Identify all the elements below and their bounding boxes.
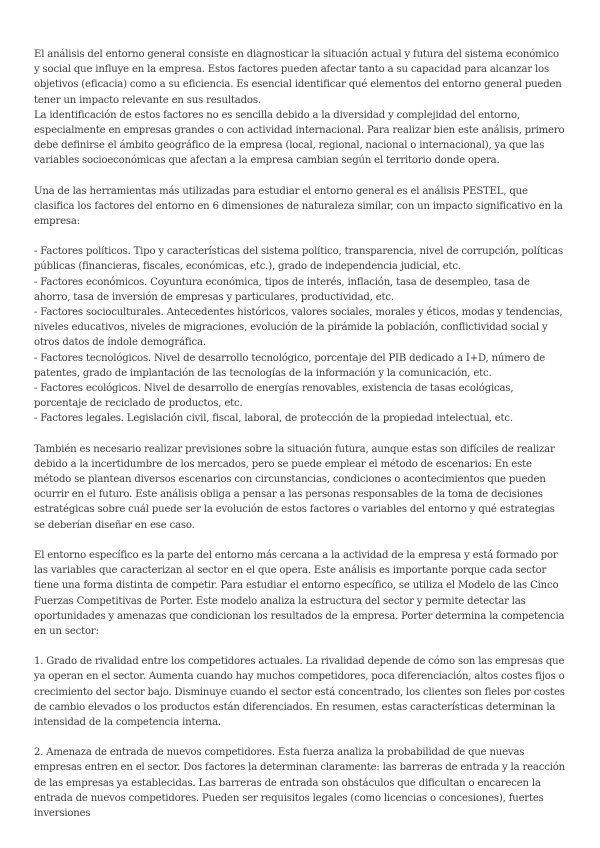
spacer [34,639,566,654]
paragraph-nuevos-competidores: 2. Amenaza de entrada de nuevos competidores. Esta fuerza analiza la probabilidad de que nuevas empresas entren en el sector. Dos factores la determinan claramente: las barreras de entrada y la reacción de las empresas ya establecidas. Las barreras de entrada son obstáculos que dificultan o encarecen la entrada de nuevos competidores. Pueden ser requisitos legales (como licencias o concesiones), fuertes inversiones [34,747,565,819]
pestel-item-politicos: - Factores políticos. Tipo y características del sistema político, transparencia, nivel de corrupción, políticas públicas (financieras, fiscales, económicas, etc.), grado de independencia judicial, etc. [34,246,563,273]
document-page [34,47,566,821]
spacer [34,533,566,548]
spacer [34,169,566,184]
paragraph-escenarios: También es necesario realizar previsiones sobre la situación futura, aunque estas son difíciles de realizar debido a la incertidumbre de los mercados, pero se puede emplear el método de escenarios: En este método se plantean diversos escenarios con circunstancias, condiciones o acontecimientos que pueden ocurrir en el futuro. Este análisis obliga a pensar a las personas responsables de la toma de decisiones estratégicas sobre cuál puede ser la evolución de estos factores o variables del entorno y qué estrategias se deberían diseñar en ese caso. [34,443,555,531]
spacer [34,427,566,442]
spacer [34,229,566,244]
paragraph-pestel-intro: Una de las herramientas más utilizadas para estudiar el entorno general es el análisis PESTEL, que clasifica los factores del entorno en 6 dimensiones de naturaleza similar, con un impacto significativo en la empresa: [34,185,563,228]
paragraph-rivalidad: 1. Grado de rivalidad entre los competidores actuales. La rivalidad depende de cómo son las empresas que ya operan en el sector. Aumenta cuando hay muchos competidores, poca diferenciación, altos costes fijos o crecimiento del sector bajo. Disminuye cuando el sector está concentrado, los clientes son fieles por costes de cambio elevados o los productos están diferenciados. En resumen, estas características determinan la intensidad de la competencia interna. [34,656,565,728]
pestel-item-socioculturales: - Factores socioculturales. Antecedentes históricos, valores sociales, morales y éticos, modas y tendencias, niveles educativos, niveles de migraciones, evolución de la pirámide la población, conflictividad social y otros datos de índole demográfica. [34,307,563,349]
paragraph-identificacion-factores: La identificación de estos factores no es sencilla debido a la diversidad y complejidad del entorno, especialmente en empresas grandes o con actividad internacional. Para realizar bien este análisis, primero debe definirse el ámbito geográfico de la empresa (local, regional, nacional o internacional), ya que las variables socioeconómicas que afectan a la empresa cambian según el territorio donde opera. [34,109,565,167]
paragraph-entorno-especifico: El entorno específico es la parte del entorno más cercana a la actividad de la empresa y está formado por las variables que caracterizan al sector en el que opera. Este análisis es importante porque cada sector tiene una forma distinta de competir. Para estudiar el entorno específico, se utiliza el Modelo de las Cinco Fuerzas Competitivas de Porter. Este modelo analiza la estructura del sector y permite detectar las oportunidades y amenazas que condicionan los resultados de la empresa. Porter determina la competencia en un sector: [34,549,565,637]
pestel-list [34,244,566,426]
pestel-item-ecologicos: - Factores ecológicos. Nivel de desarrollo de energías renovables, existencia de tasas ecológicas, porcentaje de reciclado de productos, etc. [34,383,514,410]
pestel-item-legales: - Factores legales. Legislación civil, fiscal, laboral, de protección de la propiedad intelectual, etc. [34,413,513,425]
spacer [34,730,566,745]
pestel-item-tecnologicos: - Factores tecnológicos. Nivel de desarrollo tecnológico, porcentaje del PIB dedicado a I+D, número de patentes, grado de implantación de las tecnologías de la información y la comunicación, etc. [34,352,546,379]
pestel-item-economicos: - Factores económicos. Coyuntura económica, tipos de interés, inflación, tasa de desempleo, tasa de ahorro, tasa de inversión de empresas y particulares, productividad, etc. [34,276,530,303]
paragraph-entorno-general-intro: El análisis del entorno general consiste en diagnosticar la situación actual y futura del sistema económico y social que influye en la empresa. Estos factores pueden afectar tanto a su capacidad para alcanzar los objetivos (eficacia) como a su eficiencia. Es esencial identificar qué elementos del entorno general pueden tener un impacto relevante en sus resultados. [34,49,562,106]
